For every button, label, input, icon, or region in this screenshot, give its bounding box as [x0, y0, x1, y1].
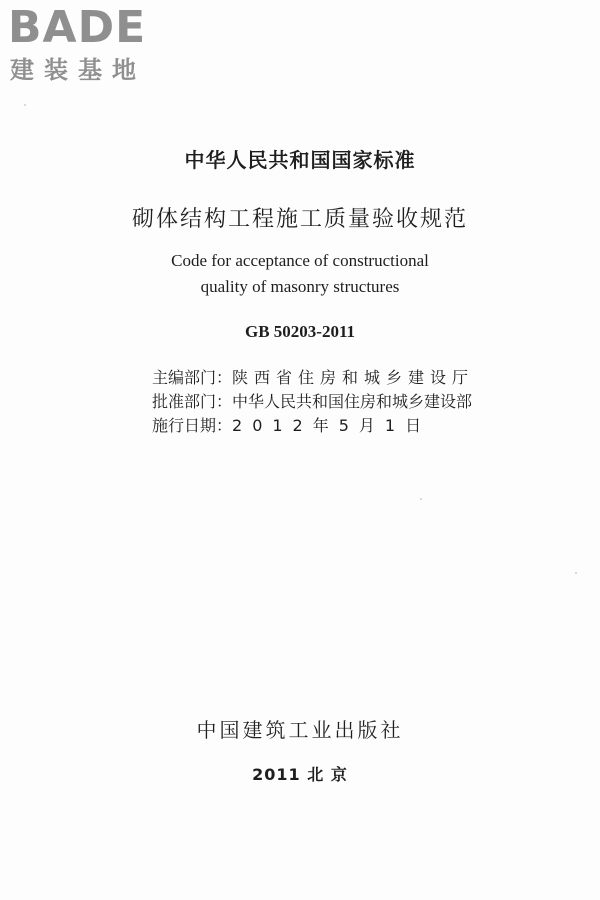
title-english-line2: quality of masonry structures — [200, 277, 400, 296]
approval-department-value: 中华人民共和国住房和城乡建设部 — [232, 392, 473, 411]
title-chinese: 砌体结构工程施工质量验收规范 — [131, 207, 468, 232]
logo-brand-text: BADE — [8, 2, 147, 53]
title-english-line1: Code for acceptance of constructional — [171, 251, 429, 270]
chief-department-row — [152, 368, 474, 388]
chief-department-label: 主编部门： — [152, 368, 233, 387]
paper-speck — [575, 572, 577, 574]
bade-logo-watermark — [8, 2, 178, 86]
standard-type-heading: 中华人民共和国国家标准 — [184, 148, 416, 172]
publisher-name: 中国建筑工业出版社 — [196, 718, 404, 742]
approval-department-label: 批准部门： — [152, 392, 233, 411]
approval-department-row — [152, 392, 472, 412]
effective-date-value: 2012年5月1日 — [232, 416, 432, 435]
logo-brand-chinese: 建装基地 — [10, 56, 146, 84]
standard-code: GB 50203-2011 — [244, 322, 356, 341]
paper-speck — [24, 104, 26, 106]
paper-speck — [420, 498, 422, 500]
effective-date-row — [152, 416, 431, 436]
chief-department-value: 陕西省住房和城乡建设厅 — [232, 368, 475, 387]
effective-date-label: 施行日期： — [152, 416, 233, 435]
publication-date-place: 2011 北 京 — [252, 765, 348, 784]
